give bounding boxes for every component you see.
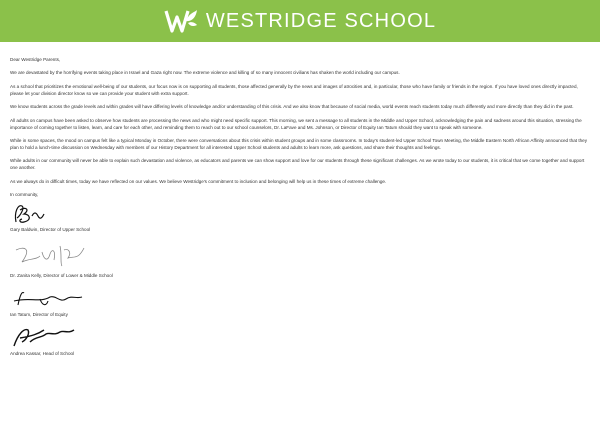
- signature-image: [10, 240, 90, 272]
- signatory-name: Andrea Kassar, Head of School: [10, 351, 75, 357]
- signature-block: [10, 200, 590, 357]
- greeting: Dear Westridge Parents,: [10, 57, 61, 62]
- paragraph: As a school that prioritizes the emotional well-being of our students, our focus now is on supporting all students, those affected generally by the news and images of atrocities and, in particular, those who have family or friends in the region. If you have loved ones directly impacted, please let your division director know so we can provide your student with extra support.: [10, 83, 578, 96]
- signatory-name: Dr. Zanita Kelly, Director of Lower & Middle School: [10, 272, 113, 278]
- paragraph: While adults in our community will never be able to explain such devastation and violence, as educators and parents we can show support and love for our students through these significant challenges. As we wrote today to our students, it is critical that we come together and support one another.: [10, 158, 585, 171]
- school-name: WESTRIDGE SCHOOL: [205, 9, 437, 32]
- signature-image: [10, 324, 80, 350]
- header-banner: [0, 0, 600, 42]
- closing: In community,: [10, 192, 39, 198]
- letter-body: [0, 42, 600, 357]
- signatory-name: Ian Tatum, Director of Equity: [10, 311, 68, 317]
- paragraph: We know students across the grade levels and within grades will have differing levels of knowledge and/or understanding of this crisis. And we also know that because of social media, world events reach students today much differently and more directly than they did in the past.: [10, 104, 574, 110]
- signature-image: [10, 285, 90, 311]
- signature-image: [10, 200, 70, 226]
- paragraph: We are devastated by the horrifying events taking place in Israel and Gaza right now. The extreme violence and killing of so many innocent civilians has shaken the world including our campus.: [10, 70, 400, 76]
- paragraph: As we always do in difficult times, today we have reflected on our values. We believe Westridge's commitment to inclusion and belonging will help us in these times of extreme challenge.: [10, 178, 387, 184]
- paragraph: All adults on campus have been asked to observe how students are processing the news and who might need specific support. This morning, we sent a message to all students in the Middle and Upper School, acknowledging the pain and sadness around this situation, stressing the importance of coming together to listen, learn, and care for each other, and reminding them to reach out to our school counselors, Dr. LaFave and Ms. Johnson, or Director of Equity Ian Tatum should they want to speak with someone.: [10, 117, 582, 130]
- signatory-name: Gary Baldwin, Director of Upper School: [10, 227, 91, 233]
- paragraph: While in some spaces, the mood on campus felt like a typical Monday in October, there were conversations about this crisis within student groups and in some classrooms. In today's student-led Upper School Town Meeting, the Middle Eastern North African Affinity announced that they plan to hold a lunch-time discussion on Wednesday with members of our History Department for all interested Upper School students and adults to learn more, ask questions, and share their thoughts and feelings.: [10, 137, 588, 150]
- westridge-logo-icon: [164, 7, 198, 35]
